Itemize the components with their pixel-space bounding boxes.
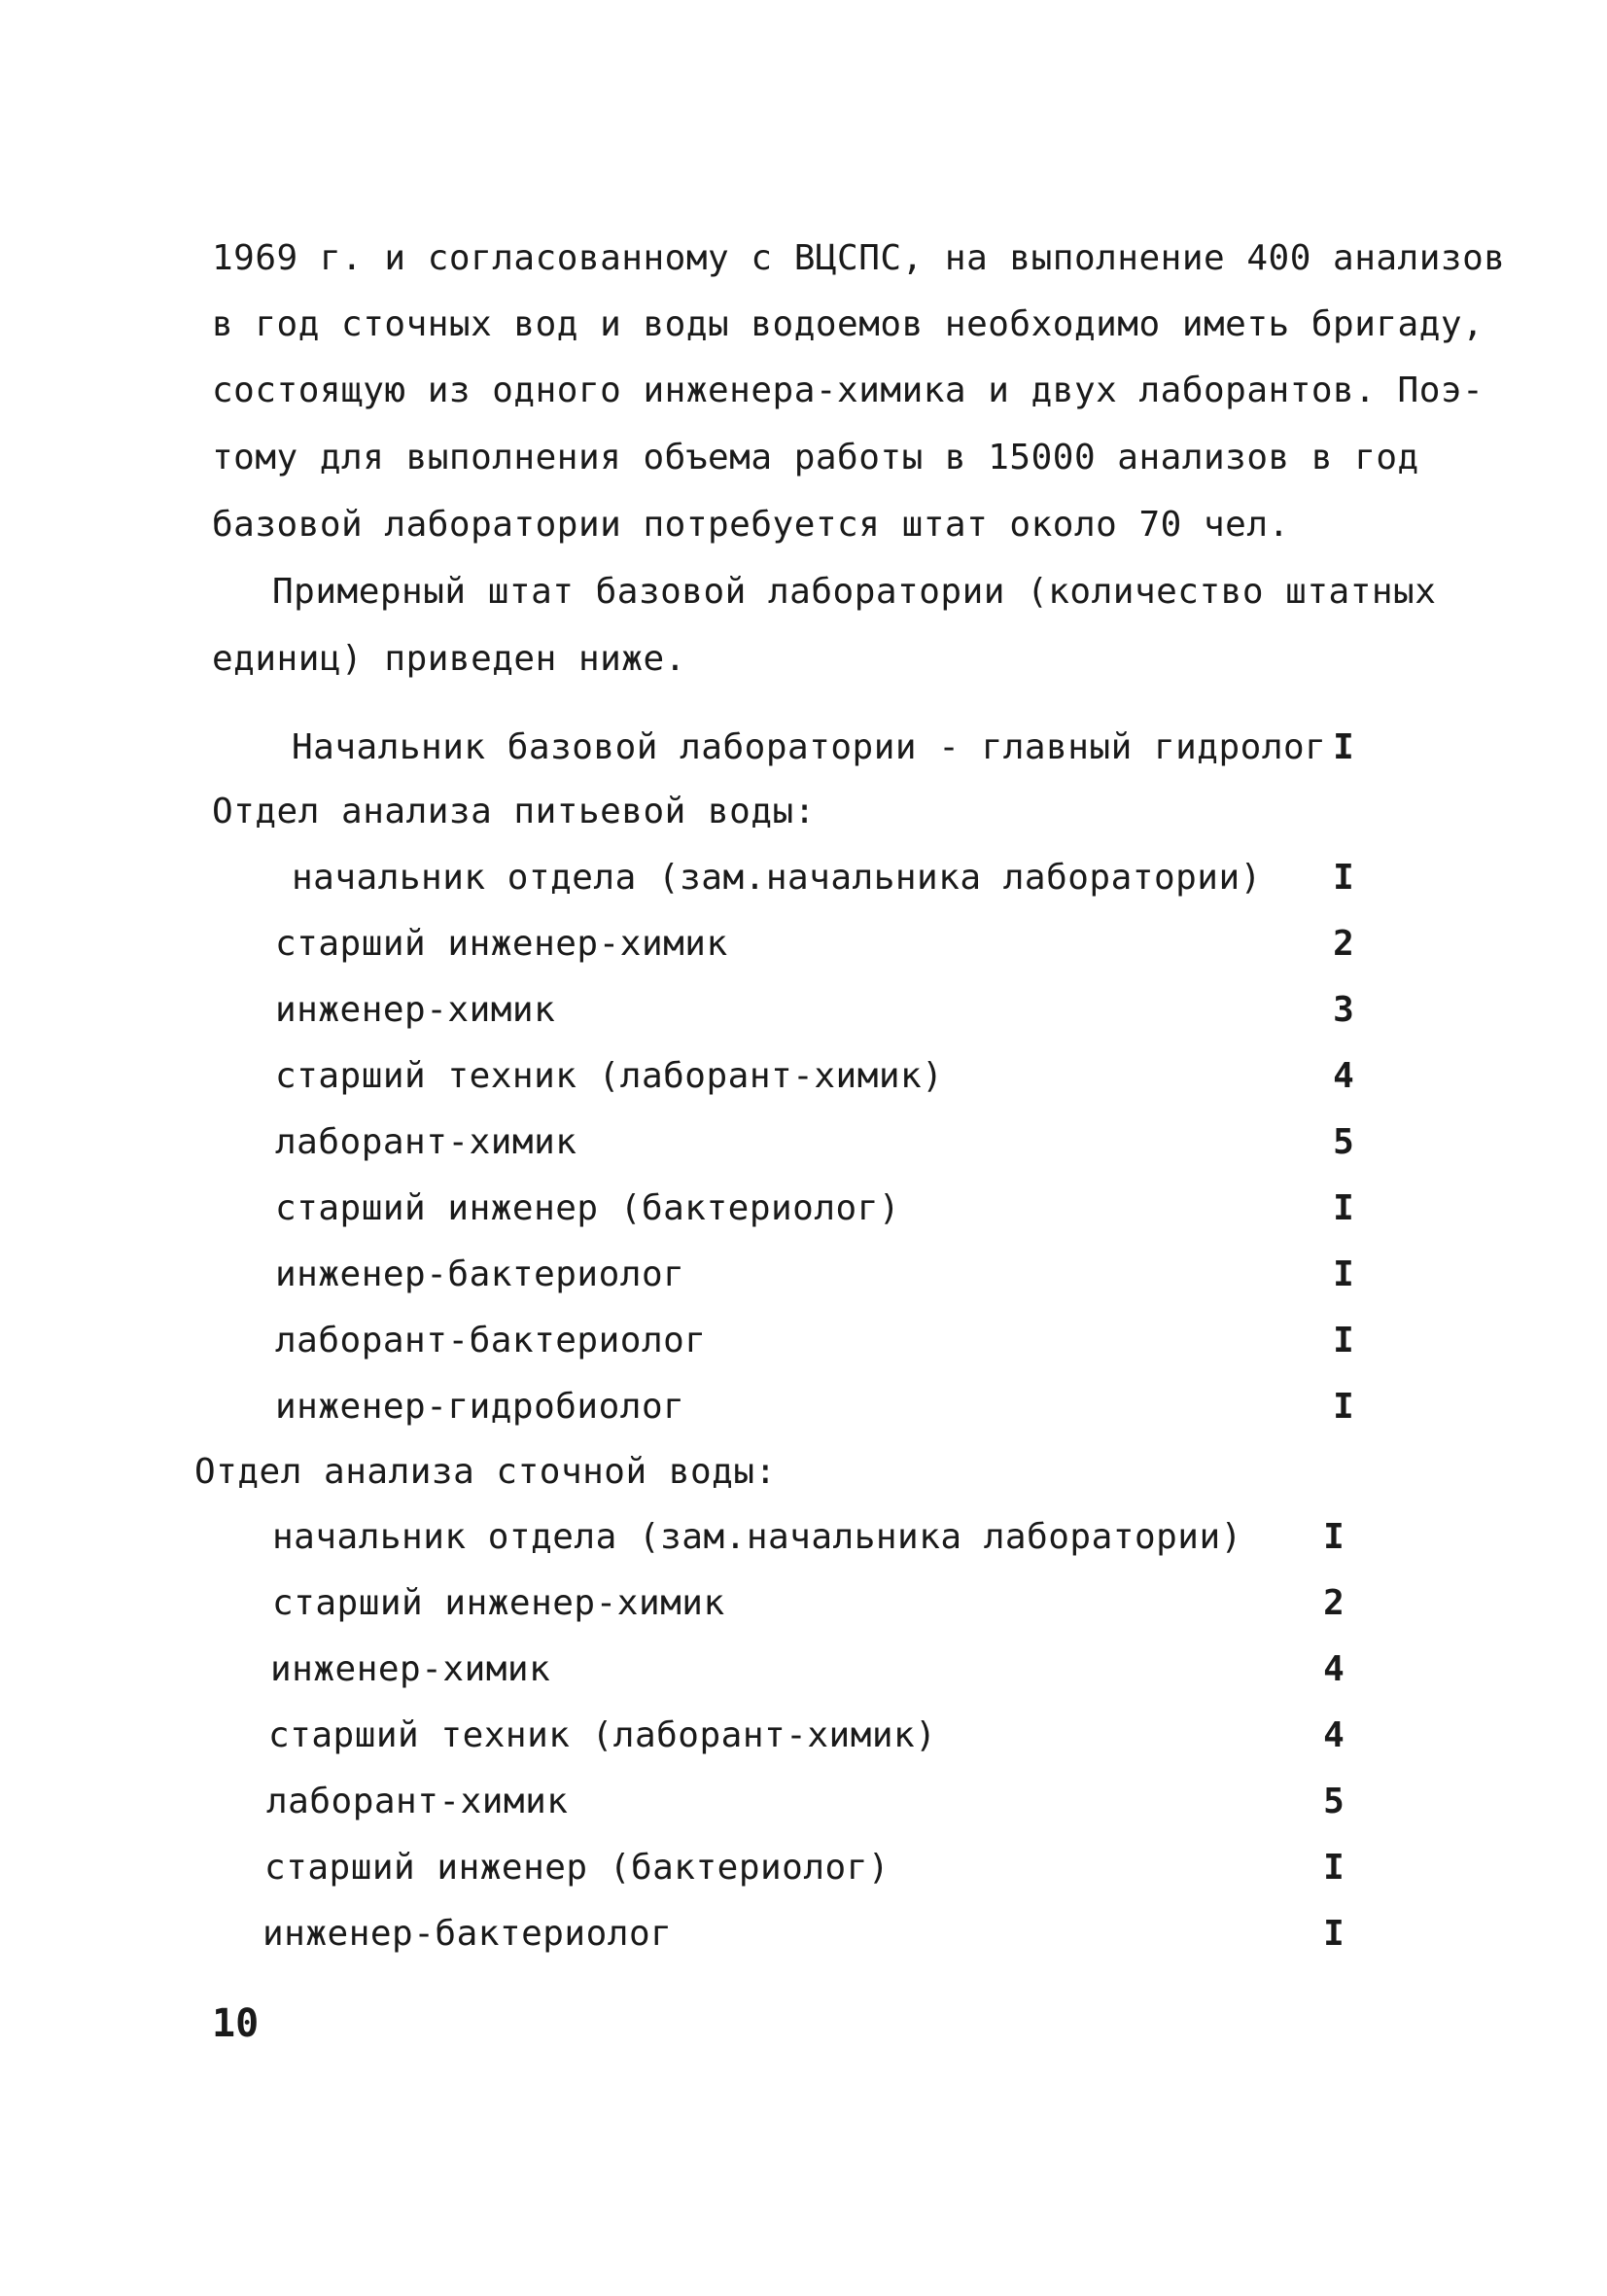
head-of-lab-row [0, 725, 1380, 770]
staff-qty: I [1333, 858, 1354, 898]
page-number: 10 [212, 2001, 260, 2046]
table-row [0, 1253, 1380, 1297]
table-row [0, 856, 1380, 901]
table-row [0, 922, 1380, 967]
staff-qty: I [1333, 1254, 1354, 1294]
staff-intro-line-1: Примерный штат базовой лаборатории (количество штатных [272, 572, 1437, 612]
staff-position: начальник отдела (зам.начальника лаборатории) [292, 858, 1262, 898]
staff-qty: I [1333, 1188, 1354, 1228]
staff-position: лаборант-химик [266, 1782, 569, 1821]
table-row [0, 1647, 1380, 1692]
drinking-water-department-title: Отдел анализа питьевой воды: [212, 792, 816, 831]
staff-position: инженер-химик [275, 990, 556, 1030]
table-row [0, 1912, 1380, 1957]
staff-position: инженер-бактериолог [262, 1914, 673, 1954]
staff-qty: 4 [1333, 1056, 1354, 1096]
staff-position: начальник отдела (зам.начальника лаборатории) [272, 1517, 1242, 1557]
staff-position: инженер-гидробиолог [275, 1387, 685, 1427]
table-row [0, 1186, 1380, 1231]
intro-line-3: состоящую из одного инженера-химика и двух лаборантов. Поэ- [212, 371, 1485, 410]
staff-position: старший инженер-химик [272, 1583, 725, 1623]
intro-line-2: в год сточных вод и воды водоемов необходимо иметь бригаду, [212, 304, 1485, 344]
staff-qty: 2 [1323, 1583, 1345, 1623]
staff-position: старший инженер (бактериолог) [264, 1848, 891, 1888]
staff-qty: I [1333, 1387, 1354, 1427]
table-row [0, 1713, 1380, 1758]
intro-line-5: базовой лаборатории потребуется штат около 70 чел. [212, 505, 1290, 545]
staff-position: инженер-химик [270, 1649, 551, 1689]
staff-position: старший техник (лаборант-химик) [268, 1715, 937, 1755]
staff-qty: 3 [1333, 990, 1354, 1030]
staff-qty: I [1333, 1321, 1354, 1360]
table-row [0, 1780, 1380, 1824]
table-row [0, 1515, 1380, 1560]
staff-qty: 5 [1323, 1782, 1345, 1821]
staff-position: лаборант-бактериолог [275, 1321, 707, 1360]
head-of-lab-qty: I [1333, 727, 1354, 767]
intro-line-4: тому для выполнения объема работы в 15000 анализов в год [212, 438, 1419, 477]
table-row [0, 1385, 1380, 1430]
table-row [0, 1581, 1380, 1626]
staff-position: старший инженер-химик [275, 924, 728, 964]
staff-position: старший инженер (бактериолог) [275, 1188, 901, 1228]
table-row [0, 1054, 1380, 1099]
head-of-lab-label: Начальник базовой лаборатории - главный гидролог [292, 727, 1327, 767]
staff-qty: I [1323, 1848, 1345, 1888]
staff-qty: I [1323, 1517, 1345, 1557]
table-row [0, 988, 1380, 1033]
table-row [0, 1319, 1380, 1363]
staff-qty: 4 [1323, 1715, 1345, 1755]
staff-position: старший техник (лаборант-химик) [275, 1056, 944, 1096]
staff-qty: 5 [1333, 1122, 1354, 1162]
wastewater-department-title: Отдел анализа сточной воды: [194, 1452, 777, 1492]
staff-intro-line-2: единиц) приведен ниже. [212, 639, 686, 679]
staff-qty: I [1323, 1914, 1345, 1954]
staff-qty: 2 [1333, 924, 1354, 964]
staff-qty: 4 [1323, 1649, 1345, 1689]
staff-position: инженер-бактериолог [275, 1254, 685, 1294]
table-row [0, 1120, 1380, 1165]
intro-line-1: 1969 г. и согласованному с ВЦСПС, на выполнение 400 анализов [212, 238, 1506, 278]
table-row [0, 1846, 1380, 1890]
staff-position: лаборант-химик [275, 1122, 577, 1162]
